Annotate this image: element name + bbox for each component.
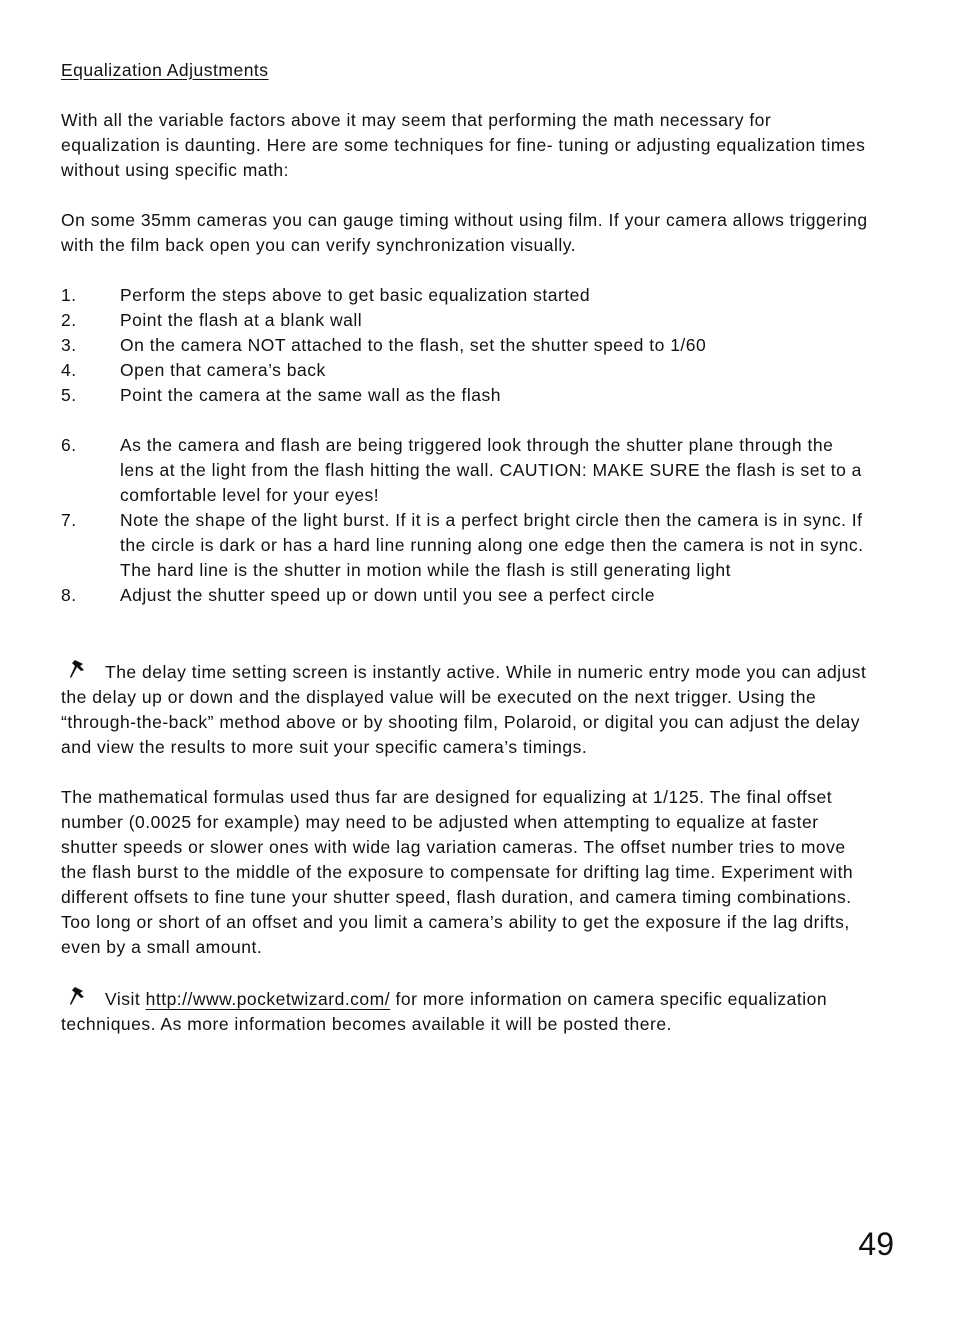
step-text: Point the camera at the same wall as the flash (120, 385, 501, 405)
list-item (61, 358, 871, 383)
step-number: 8. (61, 585, 77, 605)
list-item (61, 333, 871, 358)
steps-list-b (61, 433, 871, 608)
step-text: Point the flash at a blank wall (120, 310, 363, 330)
section-title: Equalization Adjustments (61, 60, 269, 80)
list-item (61, 308, 871, 333)
steps-list-a (61, 283, 871, 408)
step-number: 7. (61, 510, 77, 530)
tip-paragraph-delay (61, 658, 871, 760)
step-number: 6. (61, 435, 77, 455)
step-number: 1. (61, 285, 77, 305)
page-content (61, 58, 871, 1062)
tip-prefix: Visit (105, 989, 146, 1009)
step-text: As the camera and flash are being triggered look through the shutter plane through the lens at the light from the flash hitting the wall. CAUTION: MAKE SURE the flash is set to a comfortable level for your eyes! (120, 435, 862, 505)
list-item (61, 583, 871, 608)
step-text: Open that camera’s back (120, 360, 326, 380)
pushpin-icon (67, 985, 97, 1007)
list-item (61, 383, 871, 408)
website-link[interactable]: http://www.pocketwizard.com/ (145, 989, 391, 1009)
list-item (61, 433, 871, 508)
pushpin-icon (67, 658, 97, 680)
step-text: Note the shape of the light burst. If it is a perfect bright circle then the camera is in sync. If the circle is dark or has a hard line running along one edge then the camera is not in sync. The hard line is the shutter in motion while the flash is still generating light (120, 510, 864, 580)
step-text: On the camera NOT attached to the flash, set the shutter speed to 1/60 (120, 335, 707, 355)
tip-paragraph-visit (61, 985, 871, 1037)
list-item (61, 508, 871, 583)
intro-paragraph: With all the variable factors above it may seem that performing the math necessary for equalization is daunting. Here are some techniques for fine- tuning or adjusting equalization times without using specific math: (61, 110, 866, 180)
tip-text: The delay time setting screen is instantly active. While in numeric entry mode you can adjust the delay up or down and the displayed value will be executed on the next trigger. Using the “through-the-back” method above or by shooting film, Polaroid, or digital you can adjust the delay and view the results to more suit your specific camera’s timings. (61, 662, 867, 757)
step-number: 3. (61, 335, 77, 355)
step-text: Perform the steps above to get basic equalization started (120, 285, 591, 305)
step-text: Adjust the shutter speed up or down until you see a perfect circle (120, 585, 655, 605)
formulas-paragraph: The mathematical formulas used thus far are designed for equalizing at 1/125. The final offset number (0.0025 for example) may need to be adjusted when attempting to equalize at faster shutter speeds or slower ones with wide lag variation cameras. The offset number tries to move the flash burst to the middle of the exposure to compensate for drifting lag time. Experiment with different offsets to fine tune your shutter speed, flash duration, and camera timing combinations. Too long or short of an offset and you limit a camera’s ability to get the exposure if the lag drifts, even by a small amount. (61, 787, 854, 957)
page-number: 49 (858, 1226, 894, 1262)
list-item (61, 283, 871, 308)
step-number: 4. (61, 360, 77, 380)
step-number: 2. (61, 310, 77, 330)
step-number: 5. (61, 385, 77, 405)
tip-suffix: for more information on camera specific equalization techniques. As more information becomes available it will be posted there. (61, 989, 828, 1034)
camera-paragraph: On some 35mm cameras you can gauge timing without using film. If your camera allows triggering with the film back open you can verify synchronization visually. (61, 210, 868, 255)
